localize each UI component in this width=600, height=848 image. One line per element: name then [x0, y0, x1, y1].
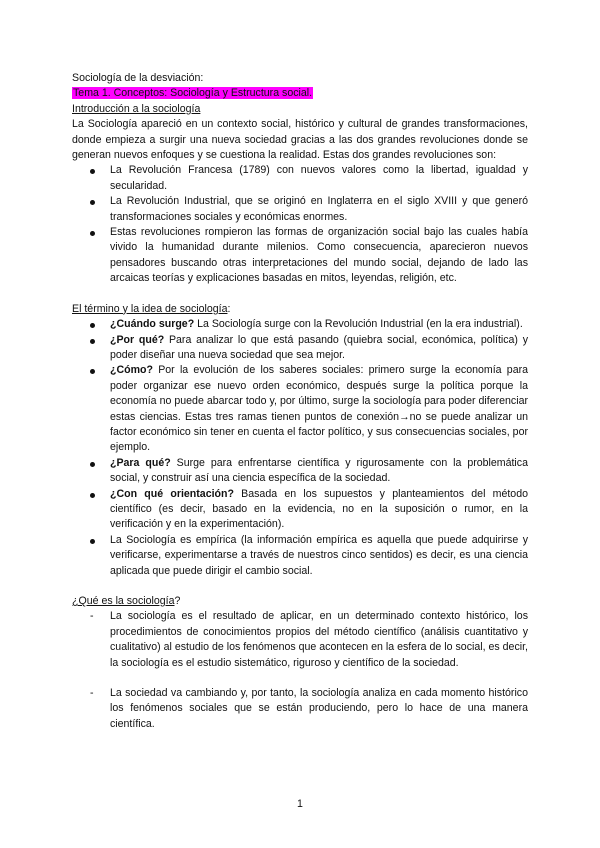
bullet-icon [90, 169, 95, 174]
bullet-icon [90, 369, 95, 374]
bullet-icon [90, 323, 95, 328]
bullet-icon [90, 339, 95, 344]
section1-bullet-list [72, 163, 528, 286]
list-item: Estas revoluciones rompieron las formas de organización social bajo las cuales había vivido la humanidad durante milenios. Como consecuencia, aparecieron nuevos pensadores buscando otras interpretaciones del mundo social, dejando de lado las arcaicas teorías y explicaciones basadas en mitos, leyendas, religión, etc. [72, 225, 528, 287]
list-item: La Revolución Industrial, que se originó en Inglaterra en el siglo XVIII y que generó transformaciones sociales y económicas enormes. [72, 194, 528, 225]
section2-heading: El término y la idea de sociología: [72, 302, 231, 315]
list-item: La Revolución Francesa (1789) con nuevos valores como la libertad, igualdad y secularidad. [72, 163, 528, 194]
section1-heading: Introducción a la sociología [72, 102, 201, 115]
topic-line [72, 86, 528, 101]
section3-dash-list [72, 609, 528, 671]
document-title: Sociología de la desviación: [72, 72, 204, 84]
list-item: - La sociología es el resultado de aplicar, en un determinado contexto histórico, los procedimientos de conocimientos propios del método científico (análisis cuantitativo y cualitativo) al estudio de los fenómenos que acontecen en la esfera de lo social, es decir, la sociología es el estudio sistemático, riguroso y científico de la sociedad. [90, 610, 528, 669]
topic-highlight: Tema 1. Conceptos: Sociología y Estructura social. [73, 87, 313, 100]
section2-bullet-list [72, 317, 528, 579]
list-item: ¿Por qué? Para analizar lo que está pasando (quiebra social, económica, política) y poder diseñar una nueva sociedad que sea mejor. [72, 333, 528, 364]
section1-paragraph: La Sociología apareció en un contexto social, histórico y cultural de grandes transformaciones, donde empieza a surgir una nueva sociedad gracias a las dos grandes revoluciones donde se generan nuevos enfoques y se cuestiona la realidad. Estas dos grandes revoluciones son: [72, 118, 528, 162]
bullet-icon [90, 539, 95, 544]
dash-icon: - [90, 610, 94, 623]
bullet-icon [90, 200, 95, 205]
list-item: ¿Para qué? Surge para enfrentarse científica y rigurosamente con la problemática social, y construir así una ciencia específica de la sociedad. [72, 456, 528, 487]
list-item: ¿Con qué orientación? Basada en los supuestos y planteamientos del método científico (es decir, basado en la evidencia, no en la suposición o rumor, en la verificación y en la experimentación). [72, 487, 528, 533]
section3-heading: ¿Qué es la sociología? [72, 595, 181, 607]
page-number: 1 [297, 798, 303, 810]
list-item: ¿Cómo? Por la evolución de los saberes sociales: primero surge la economía para poder organizar ese nuevo orden económico, después surge la política porque la economía no puede abarcar todo y, por último, surge la sociología para poder diferenciar estas ciencias. Estas tres ramas tienen puntos de conexión→no se puede analizar un factor económico sin tener en cuenta el factor político, y sus consecuencias sociales, por ejemplo. [72, 363, 528, 455]
dash-icon: - [90, 687, 94, 700]
list-item: ¿Cuándo surge? La Sociología surge con la Revolución Industrial (en la era industrial). [72, 317, 528, 332]
bullet-icon [90, 462, 95, 467]
bullet-icon [90, 493, 95, 498]
list-item: - La sociedad va cambiando y, por tanto, la sociología analiza en cada momento histórico los fenómenos sociales que se están produciendo, pero lo hace de una manera científica. [90, 687, 528, 730]
bullet-icon [90, 231, 95, 236]
document-page [72, 71, 528, 732]
list-item: La Sociología es empírica (la información empírica es aquella que puede adquirirse y verificarse, experimentarse a través de nuestros cinco sentidos) es decir, es una ciencia aplicada que puede dirigir el cambio social. [72, 533, 528, 579]
section3-dash-list-2 [72, 686, 528, 732]
